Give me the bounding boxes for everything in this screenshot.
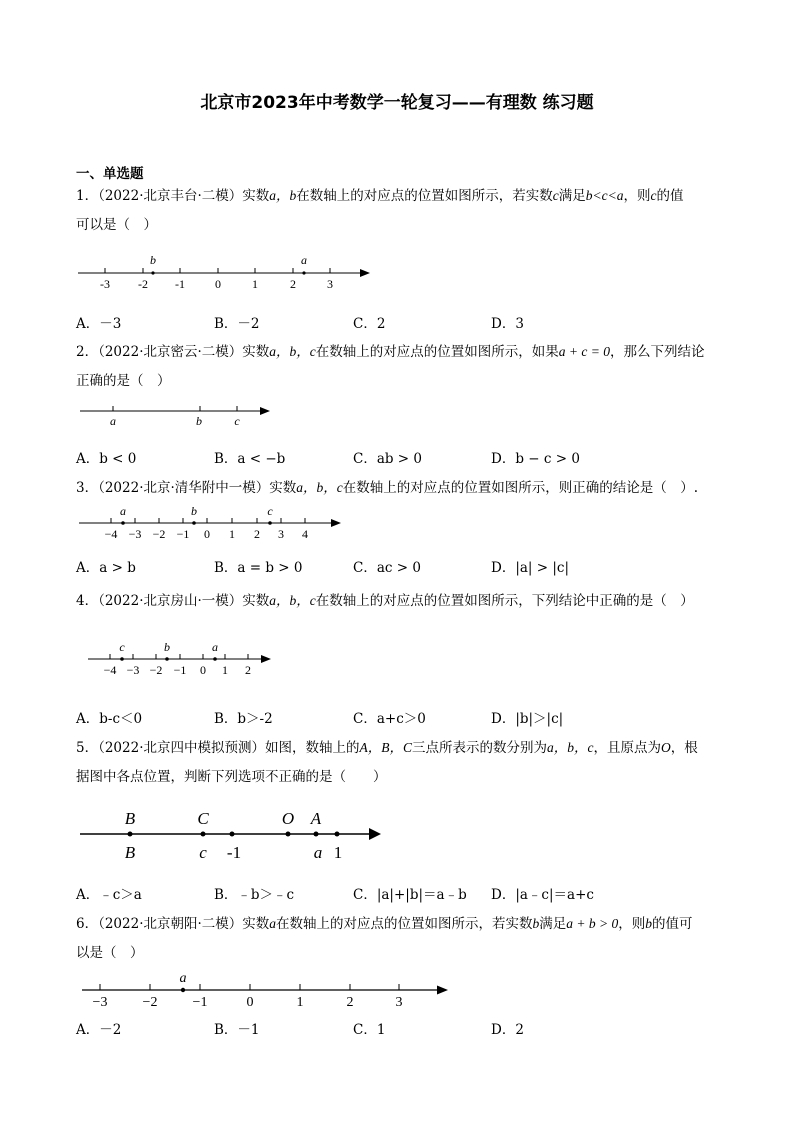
option-b[interactable]: B．a < −b (214, 451, 286, 467)
question-1-stem: 1．（2022·北京丰台·二模）实数a，b在数轴上的对应点的位置如图所示，若实数c满足b<c<a，则c的值 可以是（ ） (76, 188, 684, 233)
option-c[interactable]: C．1 (353, 1022, 386, 1038)
option-d[interactable]: D．3 (491, 316, 524, 332)
svg-text:a: a (313, 843, 323, 862)
svg-text:0: 0 (246, 995, 254, 1010)
svg-text:−2: −2 (152, 527, 166, 541)
svg-text:c: c (199, 843, 207, 862)
svg-text:3: 3 (278, 527, 284, 541)
svg-text:0: 0 (215, 277, 221, 291)
option-d[interactable]: D．|a﹣c|＝a+c (491, 887, 594, 903)
svg-text:a: a (212, 640, 218, 654)
option-b[interactable]: B．b＞-2 (214, 711, 273, 727)
svg-text:a: a (179, 971, 187, 986)
svg-text:2: 2 (254, 527, 260, 541)
option-a[interactable]: A．－3 (76, 316, 122, 332)
option-c[interactable]: C．2 (353, 316, 386, 332)
question-3-number-line (76, 503, 356, 545)
svg-text:−3: −3 (128, 527, 142, 541)
option-a[interactable]: A．﹣c＞a (76, 887, 142, 903)
option-c[interactable]: C．ab > 0 (353, 451, 423, 467)
question-4-number-line (76, 640, 286, 682)
svg-text:B: B (124, 843, 136, 862)
svg-text:a: a (110, 414, 116, 428)
question-1-options (76, 312, 726, 332)
section-heading: 一、单选题 (76, 166, 144, 182)
svg-text:−2: −2 (149, 663, 163, 677)
svg-text:−4: −4 (103, 663, 117, 677)
option-d[interactable]: D．2 (491, 1022, 524, 1038)
option-a[interactable]: A．a > b (76, 560, 136, 576)
svg-text:3: 3 (395, 995, 403, 1010)
svg-text:−1: −1 (192, 995, 208, 1010)
svg-text:b: b (191, 504, 197, 518)
page-title: 北京市2023年中考数学一轮复习——有理数 练习题 (200, 93, 594, 113)
question-1-number-line (76, 248, 376, 293)
svg-text:C: C (197, 809, 209, 828)
option-b[interactable]: B．a = b > 0 (214, 560, 303, 576)
option-b[interactable]: B．－2 (214, 316, 260, 332)
svg-text:1: 1 (333, 843, 343, 862)
option-c[interactable]: C．ac > 0 (353, 560, 421, 576)
option-b[interactable]: B．－1 (214, 1022, 260, 1038)
svg-text:−1: −1 (176, 527, 190, 541)
question-5-stem: 5．（2022·北京四中模拟预测）如图，数轴上的A，B，C三点所表示的数分别为a，b，c，且原点为O，根 据图中各点位置，判断下列选项不正确的是（ ） (76, 740, 698, 785)
svg-text:-1: -1 (226, 843, 242, 862)
svg-text:−3: −3 (92, 995, 108, 1010)
svg-text:O: O (281, 809, 295, 828)
option-a[interactable]: A．b < 0 (76, 451, 137, 467)
option-a[interactable]: A．－2 (76, 1022, 122, 1038)
svg-text:A: A (310, 809, 322, 828)
question-6-stem: 6．（2022·北京朝阳·二模）实数a在数轴上的对应点的位置如图所示，若实数b满足a + b > 0，则b的值可 以是（ ） (76, 916, 693, 961)
svg-text:2: 2 (346, 995, 354, 1010)
question-3-options (76, 556, 726, 576)
svg-text:0: 0 (200, 663, 206, 677)
svg-text:a: a (301, 253, 307, 267)
svg-text:2: 2 (245, 663, 251, 677)
svg-text:1: 1 (222, 663, 228, 677)
svg-text:b: b (196, 414, 202, 428)
option-b[interactable]: B．﹣b＞﹣c (214, 887, 295, 903)
option-c[interactable]: C．|a|+|b|＝a﹣b (353, 887, 467, 903)
svg-text:b: b (150, 253, 156, 267)
svg-text:-2: -2 (138, 277, 148, 291)
svg-text:4: 4 (302, 527, 308, 541)
svg-text:b: b (164, 640, 170, 654)
svg-text:−4: −4 (104, 527, 118, 541)
option-c[interactable]: C．a+c＞0 (353, 711, 426, 727)
question-4-options (76, 707, 726, 727)
question-3-stem: 3．（2022·北京·清华附中一模）实数a，b，c在数轴上的对应点的位置如图所示，则正确的结论是（ ）. (76, 480, 699, 496)
svg-text:c: c (234, 414, 240, 428)
option-d[interactable]: D．b − c > 0 (491, 451, 580, 467)
svg-text:-3: -3 (100, 277, 110, 291)
svg-text:−3: −3 (126, 663, 140, 677)
svg-text:1: 1 (229, 527, 235, 541)
question-2-number-line (76, 402, 286, 432)
option-d[interactable]: D．|b|＞|c| (491, 711, 564, 727)
question-6-number-line (76, 968, 456, 1012)
question-4-stem: 4．（2022·北京房山·一模）实数a，b，c在数轴上的对应点的位置如图所示，下列结论中正确的是（ ） (76, 593, 694, 609)
svg-text:1: 1 (252, 277, 258, 291)
svg-text:2: 2 (290, 277, 296, 291)
option-d[interactable]: D．|a| > |c| (491, 560, 570, 576)
svg-text:3: 3 (327, 277, 333, 291)
svg-text:1: 1 (296, 995, 304, 1010)
question-2-stem: 2．（2022·北京密云·二模）实数a，b，c在数轴上的对应点的位置如图所示，如果a + c = 0，那么下列结论 正确的是（ ） (76, 344, 705, 389)
svg-text:a: a (120, 504, 126, 518)
svg-text:c: c (267, 504, 273, 518)
question-5-options (76, 883, 726, 903)
option-a[interactable]: A．b-c＜0 (76, 711, 143, 727)
svg-text:B: B (124, 809, 136, 828)
svg-text:−2: −2 (142, 995, 158, 1010)
svg-text:−1: −1 (173, 663, 187, 677)
svg-text:0: 0 (204, 527, 210, 541)
question-5-number-line (76, 806, 386, 864)
svg-text:c: c (119, 640, 125, 654)
question-2-options (76, 447, 726, 467)
question-6-options (76, 1018, 726, 1038)
svg-text:-1: -1 (175, 277, 185, 291)
